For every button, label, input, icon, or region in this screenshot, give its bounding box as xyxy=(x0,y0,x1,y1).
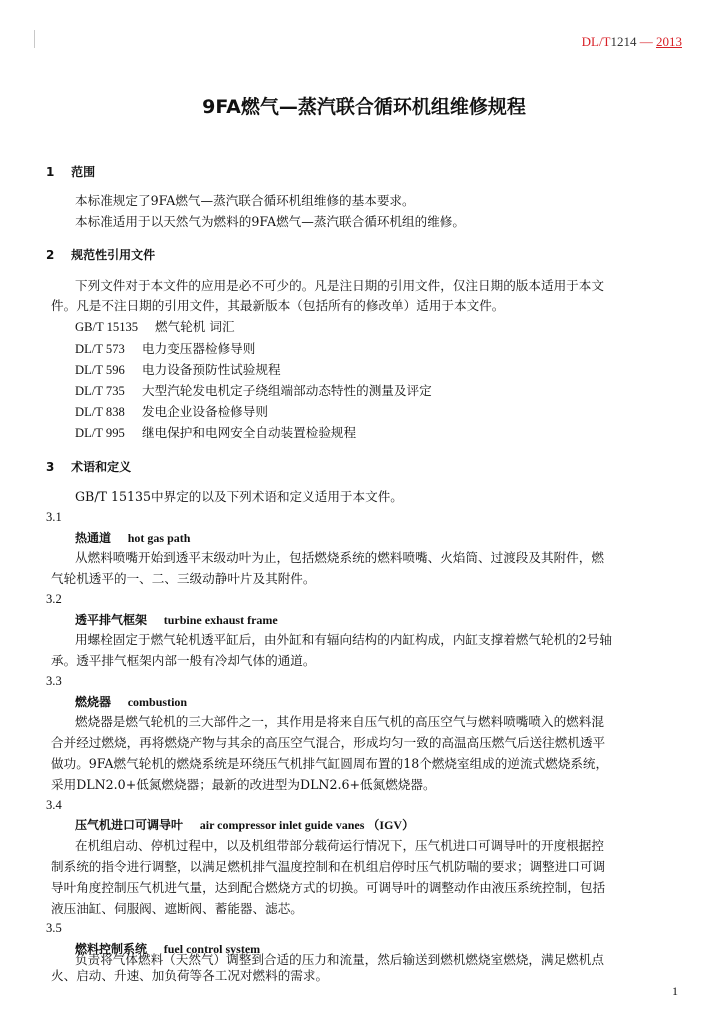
reference-code: DL/T 735 xyxy=(75,384,125,398)
term-heading xyxy=(75,817,414,833)
reference-title: 燃气轮机 词汇 xyxy=(155,319,235,334)
reference-title: 发电企业设备检修导则 xyxy=(142,404,268,419)
cut-off-definition-area xyxy=(51,952,683,983)
reference-code: DL/T 838 xyxy=(75,405,125,419)
term-english: air compressor inlet guide vanes （IGV） xyxy=(199,818,415,832)
section-3-intro: GB/T 15135中界定的以及下列术语和定义适用于本文件。 xyxy=(75,489,403,504)
margin-mark xyxy=(34,30,35,48)
reference-title: 继电保护和电网安全自动装置检验规程 xyxy=(142,425,357,440)
term-definition-line: 火、启动、升速、加负荷等各工况对燃料的需求。 xyxy=(51,968,329,983)
term-number: 3.5 xyxy=(46,921,62,935)
reference-item xyxy=(75,319,235,335)
header-dash: — xyxy=(639,34,653,49)
term-definition-line: 在机组启动、停机过程中，以及机组带部分载荷运行情况下，压气机进口可调导叶的开度根据控 xyxy=(75,838,604,853)
term-number: 3.3 xyxy=(46,674,62,688)
term-chinese: 燃料控制系统 xyxy=(75,942,148,956)
term-chinese: 透平排气框架 xyxy=(75,613,148,627)
section-1-paragraph-1: 本标准规定了9FA燃气—蒸汽联合循环机组维修的基本要求。 xyxy=(75,193,415,208)
term-definition-line: 燃烧器是燃气轮机的三大部件之一，其作用是将来自压气机的高压空气与燃料喷嘴喷入的燃料混 xyxy=(75,714,604,729)
term-number: 3.4 xyxy=(46,798,62,812)
term-heading xyxy=(75,694,187,710)
header-year: 2013 xyxy=(656,34,682,49)
term-english: hot gas path xyxy=(127,531,191,545)
term-number: 3.1 xyxy=(46,510,62,524)
term-definition-line: 承。透平排气框架内部一般有冷却气体的通道。 xyxy=(51,653,316,668)
reference-item xyxy=(75,341,255,357)
section-2-intro-line-1: 下列文件对于本文件的应用是必不可少的。凡是注日期的引用文件，仅注日期的版本适用于本文 xyxy=(75,278,604,293)
section-2-number: 2 xyxy=(46,248,55,262)
term-definition-line: 合并经过燃烧，再将燃烧产物与其余的高压空气混合，形成均匀一致的高温高压燃气后送往燃机透平 xyxy=(51,735,606,750)
page-number: 1 xyxy=(672,984,678,998)
term-definition-line: 采用DLN2.0+低氮燃烧器；最新的改进型为DLN2.6+低氮燃烧器。 xyxy=(51,777,436,792)
term-english: combustion xyxy=(127,695,188,709)
reference-code: DL/T 573 xyxy=(75,342,125,356)
term-definition-line: 液压油缸、伺服阀、遮断阀、蓄能器、滤芯。 xyxy=(51,901,303,916)
section-3-title: 术语和定义 xyxy=(71,460,132,474)
term-chinese: 热通道 xyxy=(75,531,112,545)
reference-item xyxy=(75,362,281,378)
term-definition-line: 导叶角度控制压气机进气量，达到配合燃烧方式的切换。可调导叶的调整动作由液压系统控制，包括 xyxy=(51,880,606,895)
section-1-heading xyxy=(46,164,95,180)
reference-code: GB/T 15135 xyxy=(75,320,139,334)
term-definition-line: 负责将气体燃料（天然气）调整到合适的压力和流量，然后输送到燃机燃烧室燃烧，满足燃机点 xyxy=(75,952,604,967)
term-definition-line: 制系统的指令进行调整，以满足燃机排气温度控制和在机组启停时压气机防喘的要求；调整进口可调 xyxy=(51,859,606,874)
section-2-heading xyxy=(46,247,155,263)
section-3-number: 3 xyxy=(46,460,55,474)
header-standard-number: 1214 xyxy=(610,34,637,49)
term-definition-line: 从燃料喷嘴开始到透平末级动叶为止，包括燃烧系统的燃料喷嘴、火焰筒、过渡段及其附件，燃 xyxy=(75,550,604,565)
header-code-prefix: DL/T xyxy=(581,34,611,49)
term-english: turbine exhaust frame xyxy=(163,613,278,627)
term-definition-line: 气轮机透平的一、二、三级动静叶片及其附件。 xyxy=(51,571,316,586)
term-chinese: 压气机进口可调导叶 xyxy=(75,818,184,832)
term-chinese: 燃烧器 xyxy=(75,695,112,709)
reference-code: DL/T 995 xyxy=(75,426,125,440)
reference-item xyxy=(75,425,356,441)
section-1-title: 范围 xyxy=(71,165,96,179)
reference-item xyxy=(75,404,268,420)
term-heading xyxy=(75,530,190,546)
section-1-paragraph-2: 本标准适用于以天然气为燃料的9FA燃气—蒸汽联合循环机组的维修。 xyxy=(75,214,465,229)
term-number: 3.2 xyxy=(46,592,62,606)
term-heading xyxy=(75,612,278,628)
section-2-intro-line-2: 件。凡是不注日期的引用文件，其最新版本（包括所有的修改单）适用于本文件。 xyxy=(51,298,505,313)
term-definition-line: 用螺栓固定于燃气轮机透平缸后，由外缸和有辐向结构的内缸构成，内缸支撑着燃气轮机的2号轴 xyxy=(75,632,612,647)
reference-title: 电力变压器检修导则 xyxy=(142,341,256,356)
section-3-heading xyxy=(46,459,131,475)
reference-title: 电力设备预防性试验规程 xyxy=(142,362,281,377)
document-title: 9FA燃气—蒸汽联合循环机组维修规程 xyxy=(202,96,526,118)
term-definition-line: 做功。9FA燃气轮机的燃烧系统是环绕压气机排气缸圆周布置的18个燃烧室组成的逆流式燃烧系统， xyxy=(51,756,609,771)
reference-item xyxy=(75,383,432,399)
term-english: fuel control system xyxy=(163,942,261,956)
section-2-title: 规范性引用文件 xyxy=(71,248,156,262)
reference-code: DL/T 596 xyxy=(75,363,125,377)
page-header xyxy=(582,34,682,50)
reference-title: 大型汽轮发电机定子绕组端部动态特性的测量及评定 xyxy=(142,383,432,398)
section-1-number: 1 xyxy=(46,165,55,179)
